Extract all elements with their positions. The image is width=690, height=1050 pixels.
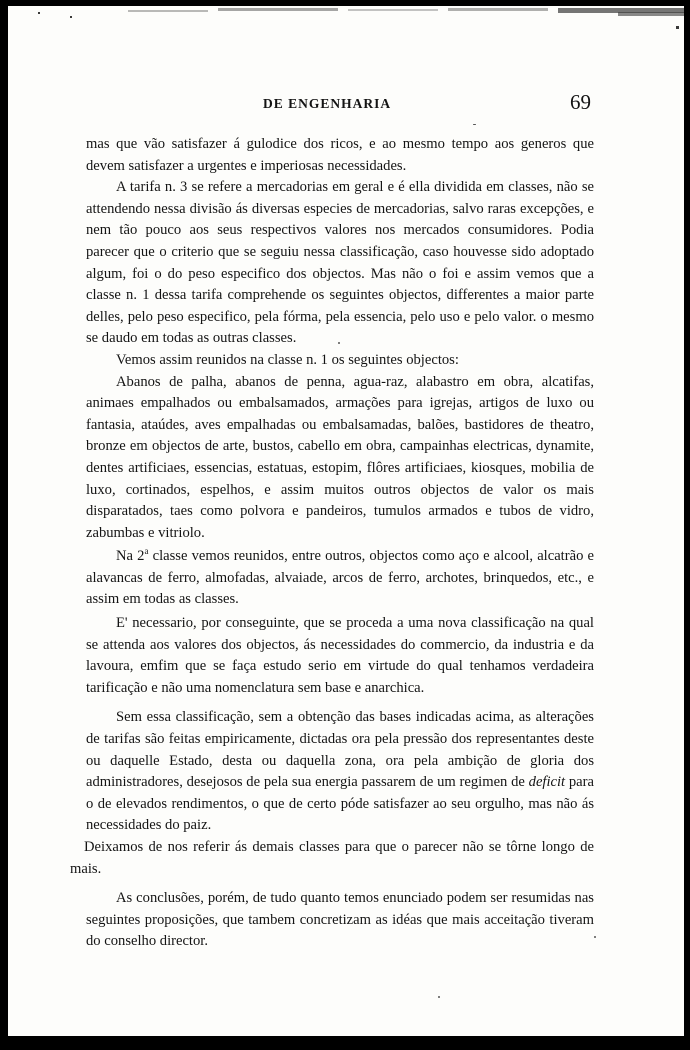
scan-edge-noise — [8, 6, 684, 32]
scan-speck — [594, 936, 596, 938]
paragraph-classe-1-list: Abanos de palha, abanos de penna, agua-raz, alabastro em obra, alcatifas, animaes empalhados ou embalsamados, armações para igrejas, artigos de luxo ou fantasia, ataúdes, aves empalhadas ou embalsamadas, balões, bastidores de theatro, bronze em objectos de arte, bustos, cabello em obra, campainhas electricas, dynamite, dentes artificiaes, essencias, estatuas, estopim, flôres artificiaes, kiosques, mobilia de luxo, cortinados, espelhos, e assim muitos outros objectos de valor os mais disparatados, taes como polvora e pandeiros, tumulos armados e tubos de vidro, zabumbas e vitriolo. — [86, 373, 594, 541]
deficit-italic: deficit — [528, 774, 566, 791]
paragraph-tarifa-3: A tarifa n. 3 se refere a mercadorias em geral e é ella dividida em classes, não se attendendo nessa divisão ás diversas especies de mercadorias, salvo raras excepções, e nem tão pouco aos seus respectivos valores nos mercados consumidores. Podia parecer que o criterio que se seguiu nessa classificação, caso houvesse sido adoptado algum, foi o do peso especifico dos objectos. Mas não o foi e assim vemos que a classe n. 1 dessa tarifa comprehende os seguintes objectos, differentes a maior parte delles, pelo peso especifico, pela fórma, pela essencia, pelo uso e pelo valor. o mesmo se daudo em todas as outras classes. — [86, 179, 594, 347]
classe-2-text-rest: classe vemos reunidos, entre outros, objectos como aço e alcool, alcatrão e alavancas de ferro, almofadas, alvaiade, arcos de ferro, archotes, brinquedos, etc., e assim em todas as classes. — [86, 548, 594, 608]
paragraph-classe-2 — [86, 546, 594, 611]
paragraph-conclusoes: As conclusões, porém, de tudo quanto temos enunciado podem ser resumidas nas seguintes proposições, que tambem concretizam as idéas que mais acceitação tiveram do conselho director. — [86, 890, 594, 950]
page-header — [8, 90, 684, 116]
paragraph-continuation: mas que vão satisfazer á gulodice dos ricos, e ao mesmo tempo aos generos que devem satisfazer a urgentes e imperiosas necessidades. — [86, 136, 594, 174]
paragraph-demais-classes: Deixamos de nos referir ás demais classes para que o parecer não se tôrne longo de mais. — [70, 839, 594, 877]
page-number: 69 — [570, 90, 591, 114]
paragraph-sem-classificacao — [86, 707, 594, 837]
scan-speck — [338, 342, 340, 344]
running-head: DE ENGENHARIA — [263, 96, 392, 111]
book-page — [8, 6, 684, 1036]
scan-speck — [473, 124, 476, 125]
classe-2-text-start: Na 2 — [116, 548, 145, 565]
paragraph-classe-1-intro: Vemos assim reunidos na classe n. 1 os seguintes objectos: — [116, 351, 459, 368]
paragraph-nova-classificacao: E' necessario, por conseguinte, que se proceda a uma nova classificação na qual se attenda aos valores dos objectos, ás necessidades do commercio, da industria e da lavoura, emfim que se faça estudo serio em virtude do qual tenhamos verdadeira tarificação e não uma nomenclatura sem base e anarchica. — [86, 615, 594, 696]
scan-speck — [438, 996, 440, 998]
alteracoes-text-rest: para o de elevados rendimentos, o que de certo póde satisfazer ao seu orgulho, mas não ás necessidades do paiz. — [86, 774, 594, 834]
body-text — [70, 134, 594, 953]
ordinal-superscript: a — [144, 546, 149, 557]
alteracoes-text-start: Sem essa classificação, sem a obtenção das bases indicadas acima, as alterações de tarifas são feitas empiricamente, dictadas ora pela pressão dos representantes deste ou daquelle Estado, desta ou daquella zona, ora pela ambição de gloria dos administradores, desejosos de pela sua energia passarem de um regimen de — [86, 709, 594, 791]
